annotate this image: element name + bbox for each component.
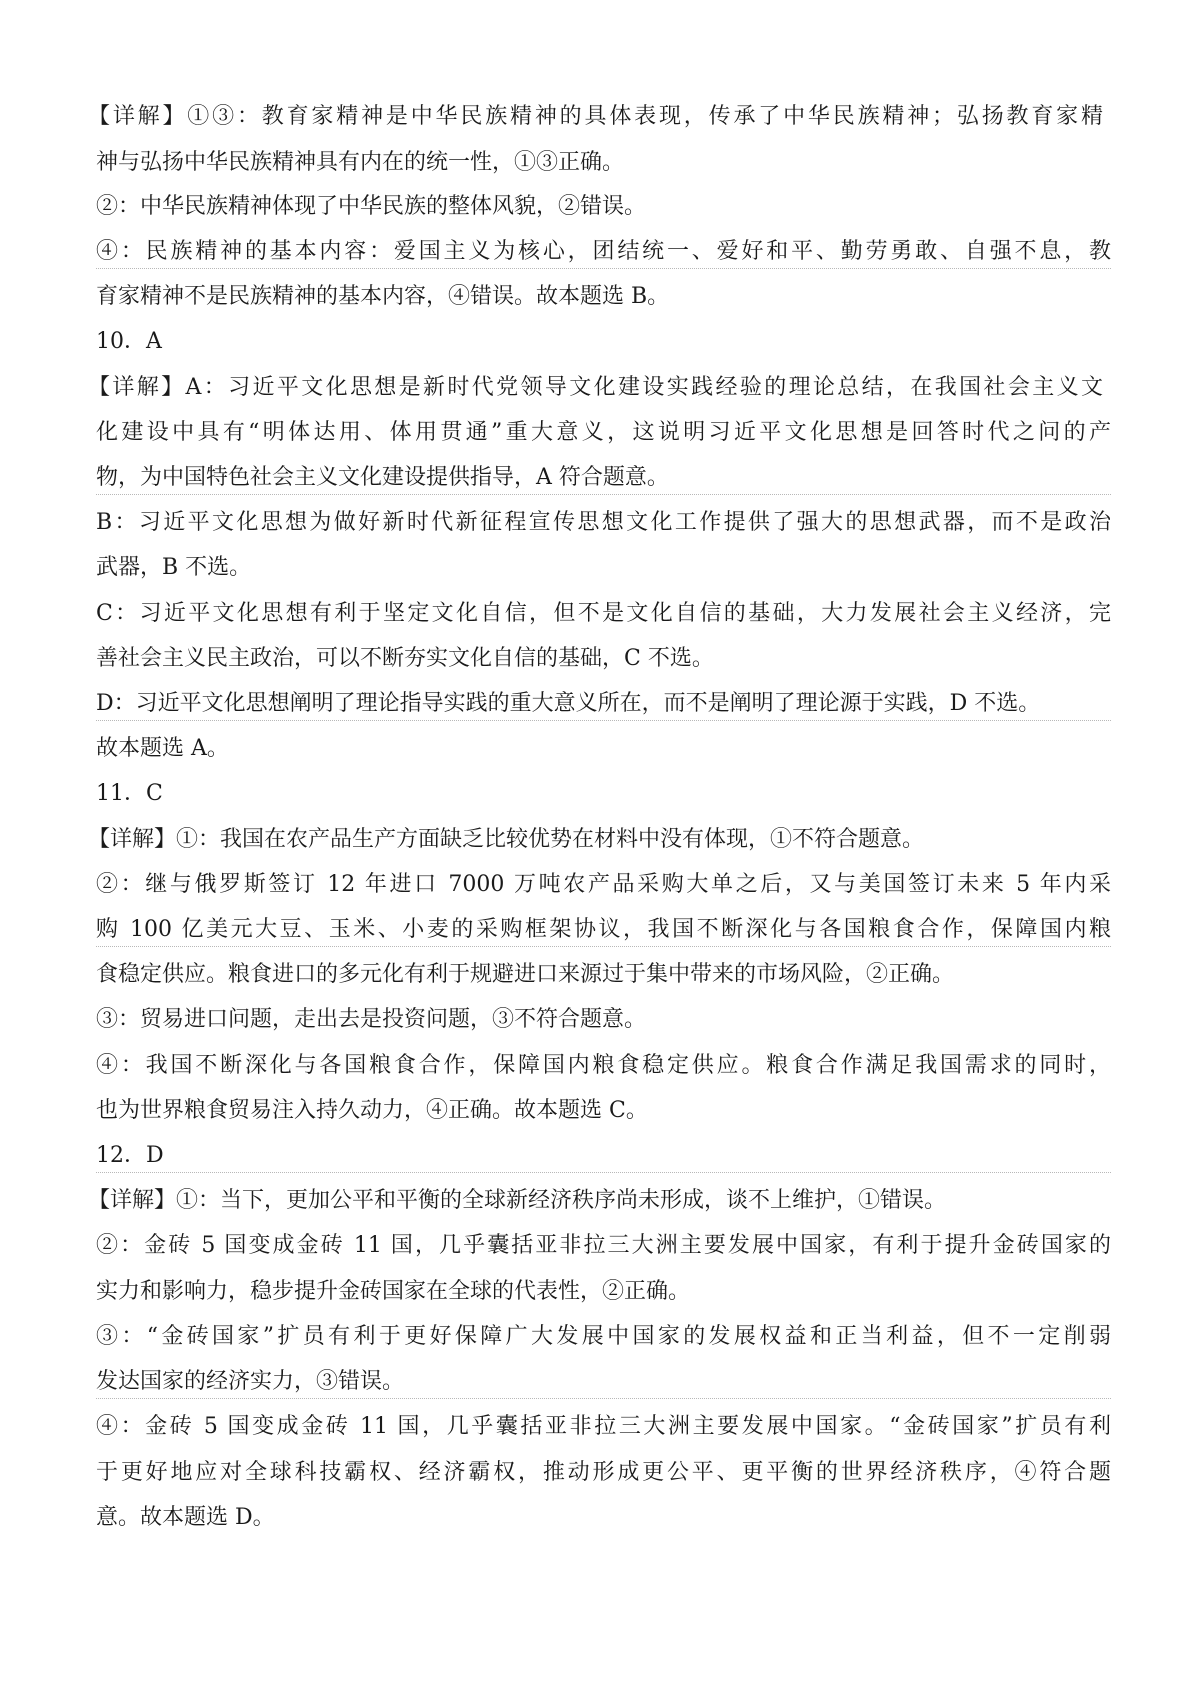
question-number: 12．D: [96, 1143, 164, 1168]
text-line: C：习近平文化思想有利于坚定文化自信，但不是文化自信的基础，大力发展社会主义经济，完: [96, 601, 1111, 626]
text-line: 育家精神不是民族精神的基本内容，④错误。故本题选 B。: [96, 284, 670, 309]
text-line: 【详解】A：习近平文化思想是新时代党领导文化建设实践经验的理论总结，在我国社会主义文: [88, 375, 1103, 400]
text-line: 化建设中具有“明体达用、体用贯通”重大意义，这说明习近平文化思想是回答时代之问的产: [96, 420, 1111, 445]
text-line: ④：金砖 5 国变成金砖 11 国，几乎囊括亚非拉三大洲主要发展中国家。“金砖国家”扩员有利: [96, 1414, 1111, 1439]
text-line: 【详解】①：当下，更加公平和平衡的全球新经济秩序尚未形成，谈不上维护，①错误。: [88, 1188, 947, 1213]
text-line: D：习近平文化思想阐明了理论指导实践的重大意义所在，而不是阐明了理论源于实践，D 不选。: [96, 691, 1041, 716]
text-line: 故本题选 A。: [96, 736, 229, 761]
text-line: 食稳定供应。粮食进口的多元化有利于规避进口来源过于集中带来的市场风险，②正确。: [96, 962, 955, 987]
dotted-rule: [96, 268, 1111, 269]
text-line: B：习近平文化思想为做好新时代新征程宣传思想文化工作提供了强大的思想武器，而不是政治: [96, 510, 1111, 535]
text-line: ④：民族精神的基本内容：爱国主义为核心，团结统一、爱好和平、勤劳勇敢、自强不息，教: [96, 239, 1111, 264]
text-line: 于更好地应对全球科技霸权、经济霸权，推动形成更公平、更平衡的世界经济秩序，④符合题: [96, 1460, 1111, 1485]
text-line: 神与弘扬中华民族精神具有内在的统一性，①③正确。: [96, 150, 625, 175]
question-number: 10．A: [96, 329, 162, 354]
text-line: 【详解】①：我国在农产品生产方面缺乏比较优势在材料中没有体现，①不符合题意。: [88, 827, 925, 852]
text-line: ②：继与俄罗斯签订 12 年进口 7000 万吨农产品采购大单之后，又与美国签订未来 5 年内采: [96, 872, 1111, 897]
dotted-rule: [96, 494, 1111, 495]
text-line: 发达国家的经济实力，③错误。: [96, 1369, 405, 1394]
text-line: 实力和影响力，稳步提升金砖国家在全球的代表性，②正确。: [96, 1279, 691, 1304]
text-line: 【详解】①③：教育家精神是中华民族精神的具体表现，传承了中华民族精神；弘扬教育家精: [88, 104, 1103, 129]
text-line: ②：中华民族精神体现了中华民族的整体风貌，②错误。: [96, 194, 647, 219]
dotted-rule: [96, 1172, 1111, 1173]
text-line: 善社会主义民主政治，可以不断夯实文化自信的基础，C 不选。: [96, 646, 714, 671]
dotted-rule: [96, 946, 1111, 947]
dotted-rule: [96, 720, 1111, 721]
text-line: 武器，B 不选。: [96, 555, 252, 580]
text-line: 也为世界粮食贸易注入持久动力，④正确。故本题选 C。: [96, 1098, 648, 1123]
text-line: ③：贸易进口问题，走出去是投资问题，③不符合题意。: [96, 1007, 647, 1032]
text-line: 购 100 亿美元大豆、玉米、小麦的采购框架协议，我国不断深化与各国粮食合作，保障国内粮: [96, 917, 1111, 942]
dotted-rule: [96, 1398, 1111, 1399]
question-number: 11．C: [96, 781, 163, 806]
text-line: ②：金砖 5 国变成金砖 11 国，几乎囊括亚非拉三大洲主要发展中国家，有利于提升金砖国家的: [96, 1233, 1111, 1258]
text-line: ④：我国不断深化与各国粮食合作，保障国内粮食稳定供应。粮食合作满足我国需求的同时，: [96, 1053, 1111, 1078]
text-line: ③：“金砖国家”扩员有利于更好保障广大发展中国家的发展权益和正当利益，但不一定削弱: [96, 1324, 1111, 1349]
text-line: 意。故本题选 D。: [96, 1505, 275, 1530]
text-line: 物，为中国特色社会主义文化建设提供指导，A 符合题意。: [96, 465, 669, 490]
